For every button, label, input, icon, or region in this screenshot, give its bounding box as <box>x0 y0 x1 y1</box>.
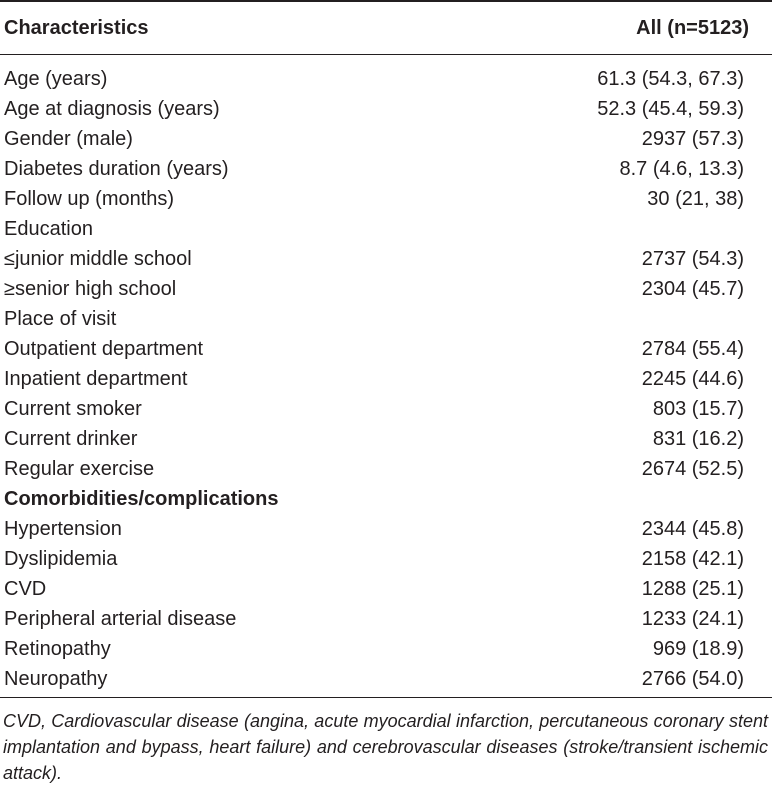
row-label: Inpatient department <box>4 367 188 390</box>
row-value: 30 (21, 38) <box>647 187 744 210</box>
row-value: 803 (15.7) <box>652 397 744 420</box>
table-row <box>0 634 772 664</box>
table-row <box>0 304 772 334</box>
row-label: Hypertension <box>4 517 122 540</box>
row-value: 2674 (52.5) <box>641 457 744 480</box>
table-row <box>0 214 772 244</box>
row-label: ≤junior middle school <box>4 247 192 270</box>
row-label: CVD <box>4 577 47 600</box>
row-label: Place of visit <box>4 307 117 330</box>
row-value: 2737 (54.3) <box>641 247 744 270</box>
row-label: ≥senior high school <box>4 277 177 300</box>
row-value: 2344 (45.8) <box>641 517 744 540</box>
table-row <box>0 604 772 634</box>
row-label: Age (years) <box>4 67 108 90</box>
row-value: 2766 (54.0) <box>641 667 744 690</box>
table-row <box>0 94 772 124</box>
row-label: Current smoker <box>4 397 142 420</box>
row-value: 2937 (57.3) <box>641 127 744 150</box>
row-value: 969 (18.9) <box>652 637 744 660</box>
table-row <box>0 124 772 154</box>
row-label: Peripheral arterial disease <box>4 607 237 630</box>
row-value: 8.7 (4.6, 13.3) <box>619 157 744 180</box>
table-row <box>0 424 772 454</box>
row-value: 2304 (45.7) <box>641 277 744 300</box>
table-row <box>0 574 772 604</box>
table-row <box>0 154 772 184</box>
table-header-row <box>0 2 772 54</box>
row-label: Comorbidities/complications <box>4 487 279 510</box>
row-label: Education <box>4 217 93 240</box>
table-footnote: CVD, Cardiovascular disease (angina, acute myocardial infarction, percutaneous coronary stent implantation and bypass, heart failure) and cerebrovascular diseases (stroke/transient ischemic attack). <box>3 711 768 783</box>
row-value: 1233 (24.1) <box>641 607 744 630</box>
table-row <box>0 454 772 484</box>
row-label: Follow up (months) <box>4 187 175 210</box>
row-label: Diabetes duration (years) <box>4 157 229 180</box>
row-value: 2158 (42.1) <box>641 547 744 570</box>
table-section-row <box>0 484 772 514</box>
row-value: 52.3 (45.4, 59.3) <box>597 97 744 120</box>
row-value: 2245 (44.6) <box>641 367 744 390</box>
table-body <box>0 55 772 694</box>
table-row <box>0 364 772 394</box>
row-label: Age at diagnosis (years) <box>4 97 220 120</box>
row-value: 831 (16.2) <box>652 427 744 450</box>
row-value: 1288 (25.1) <box>641 577 744 600</box>
table-row <box>0 184 772 214</box>
table-row <box>0 514 772 544</box>
row-label: Outpatient department <box>4 337 204 360</box>
row-value: 61.3 (54.3, 67.3) <box>597 67 744 90</box>
table-row <box>0 664 772 694</box>
table-row <box>0 334 772 364</box>
header-characteristics: Characteristics <box>4 16 149 39</box>
table-row <box>0 274 772 304</box>
header-all: All (n=5123) <box>636 16 749 39</box>
row-label: Gender (male) <box>4 127 133 150</box>
table-row <box>0 64 772 94</box>
table-row <box>0 394 772 424</box>
table-row <box>0 244 772 274</box>
row-label: Neuropathy <box>4 667 108 690</box>
row-label: Dyslipidemia <box>4 547 118 570</box>
row-label: Current drinker <box>4 427 138 450</box>
row-label: Regular exercise <box>4 457 155 480</box>
row-label: Retinopathy <box>4 637 111 660</box>
row-value: 2784 (55.4) <box>641 337 744 360</box>
table-row <box>0 544 772 574</box>
